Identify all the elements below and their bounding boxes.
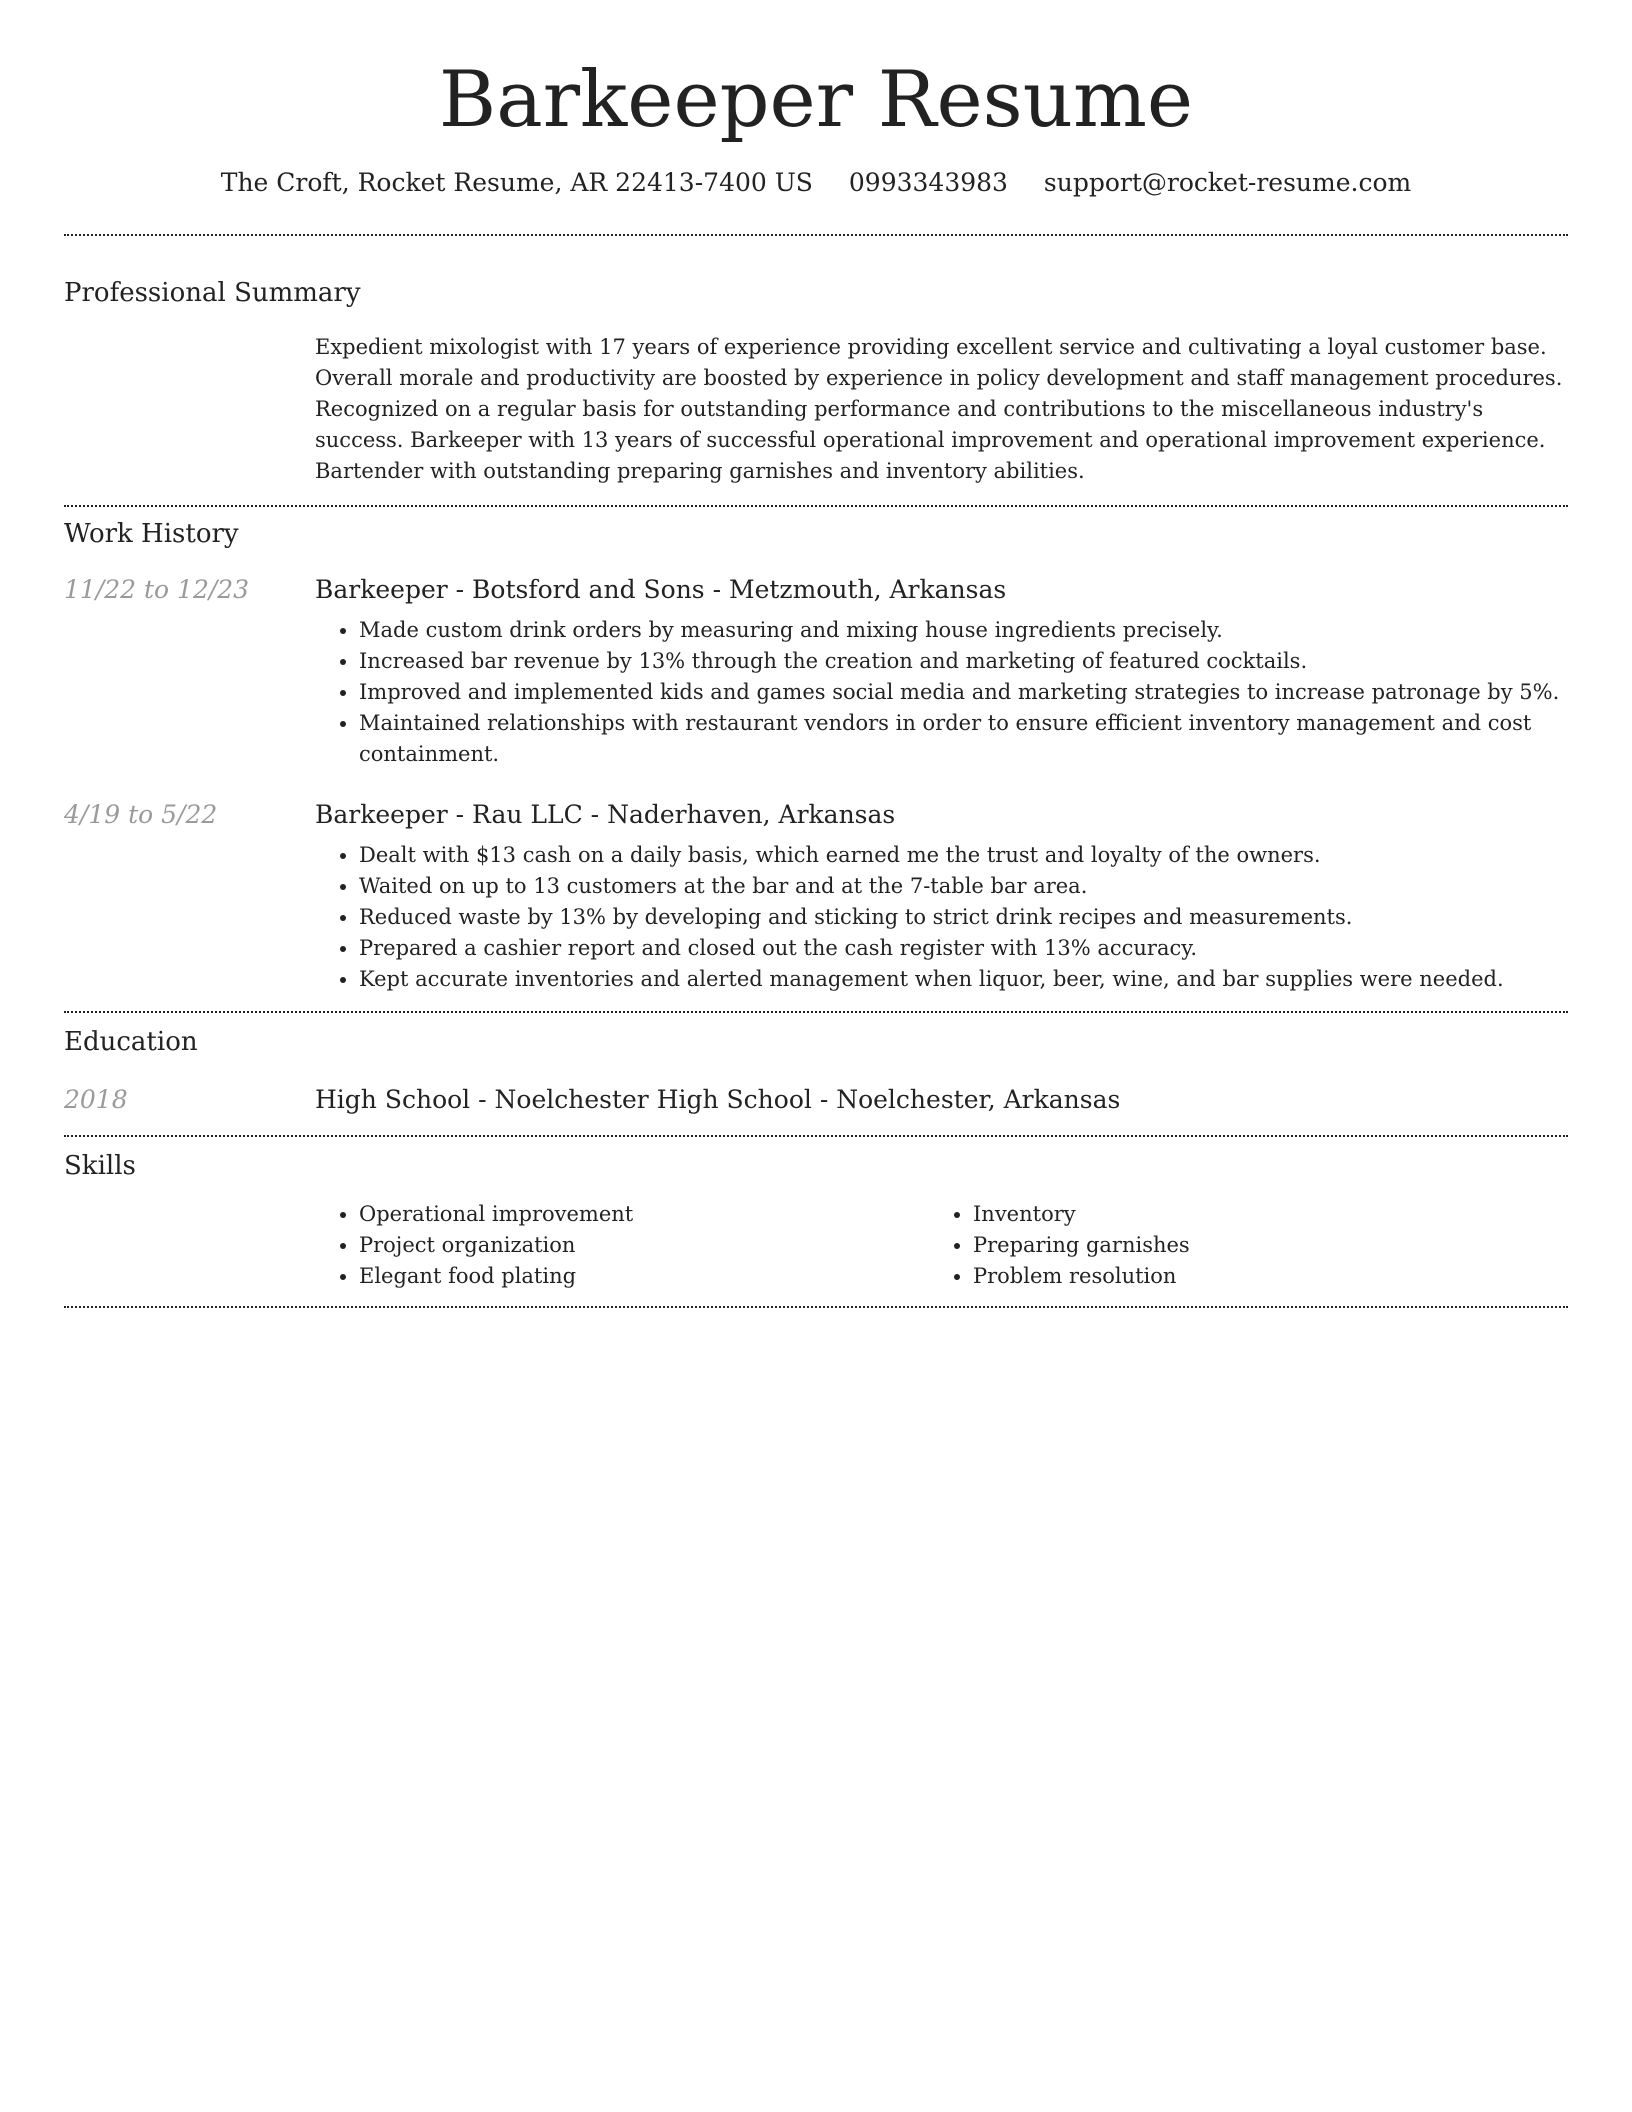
- job-title: Barkeeper - Botsford and Sons - Metzmouth, Arkansas: [315, 575, 1007, 604]
- skill-item: • Problem resolution: [973, 1261, 1543, 1292]
- list-item: • Improved and implemented kids and games social media and marketing strategies to increase patronage by 5%.: [359, 677, 1568, 708]
- education-title: High School - Noelchester High School - Noelchester, Arkansas: [315, 1085, 1121, 1114]
- list-item: • Reduced waste by 13% by developing and sticking to strict drink recipes and measurements.: [359, 902, 1568, 933]
- contact-line: [64, 166, 1568, 200]
- job-entry: [64, 798, 1568, 995]
- skills-list-right: [929, 1199, 1543, 1292]
- skill-item: • Inventory: [973, 1199, 1543, 1230]
- job-date: 11/22 to 12/23: [64, 575, 250, 604]
- address: The Croft, Rocket Resume, AR 22413-7400 US: [220, 168, 813, 197]
- list-item: • Dealt with $13 cash on a daily basis, which earned me the trust and loyalty of the owners.: [359, 840, 1568, 871]
- skills-section: [64, 1137, 1568, 1292]
- job-date: 4/19 to 5/22: [64, 800, 218, 829]
- skills-list-left: [315, 1199, 929, 1292]
- section-title: Work History: [64, 519, 239, 549]
- skill-item: • Project organization: [359, 1230, 929, 1261]
- section-title: Skills: [64, 1151, 136, 1181]
- section-title: Professional Summary: [64, 278, 361, 308]
- education-date: 2018: [64, 1085, 128, 1114]
- divider: [64, 1306, 1568, 1308]
- list-item: • Increased bar revenue by 13% through the creation and marketing of featured cocktails.: [359, 646, 1568, 677]
- resume-page: [64, 0, 1568, 1308]
- email: support@rocket-resume.com: [1043, 168, 1412, 197]
- resume-title: Barkeeper Resume: [438, 55, 1194, 145]
- list-item: • Kept accurate inventories and alerted management when liquor, beer, wine, and bar supplies were needed.: [359, 964, 1568, 995]
- list-item: • Waited on up to 13 customers at the bar and at the 7-table bar area.: [359, 871, 1568, 902]
- skill-item: • Elegant food plating: [359, 1261, 929, 1292]
- section-title: Education: [64, 1027, 198, 1057]
- skills-grid: [315, 1199, 1568, 1292]
- job-bullets: [315, 615, 1568, 770]
- summary-section: [64, 236, 1568, 487]
- work-history-section: [64, 507, 1568, 995]
- list-item: • Made custom drink orders by measuring and mixing house ingredients precisely.: [359, 615, 1568, 646]
- job-entry: [64, 573, 1568, 770]
- skill-item: • Preparing garnishes: [973, 1230, 1543, 1261]
- phone: 0993343983: [848, 168, 1008, 197]
- education-entry: [64, 1083, 1568, 1117]
- job-title: Barkeeper - Rau LLC - Naderhaven, Arkansas: [315, 800, 896, 829]
- skill-item: • Operational improvement: [359, 1199, 929, 1230]
- summary-text: Expedient mixologist with 17 years of experience providing excellent service and cultivating a loyal customer base. Overall morale and productivity are boosted by experience in policy development and staff management procedures. Recognized on a regular basis for outstanding performance and contributions to the miscellaneous industry's success. Barkeeper with 13 years of successful operational improvement and operational improvement experience. Bartender with outstanding preparing garnishes and inventory abilities.: [315, 335, 1563, 483]
- list-item: • Prepared a cashier report and closed out the cash register with 13% accuracy.: [359, 933, 1568, 964]
- job-bullets: [315, 840, 1568, 995]
- list-item: • Maintained relationships with restaurant vendors in order to ensure efficient inventory management and cost containment.: [359, 708, 1568, 770]
- education-section: [64, 1013, 1568, 1117]
